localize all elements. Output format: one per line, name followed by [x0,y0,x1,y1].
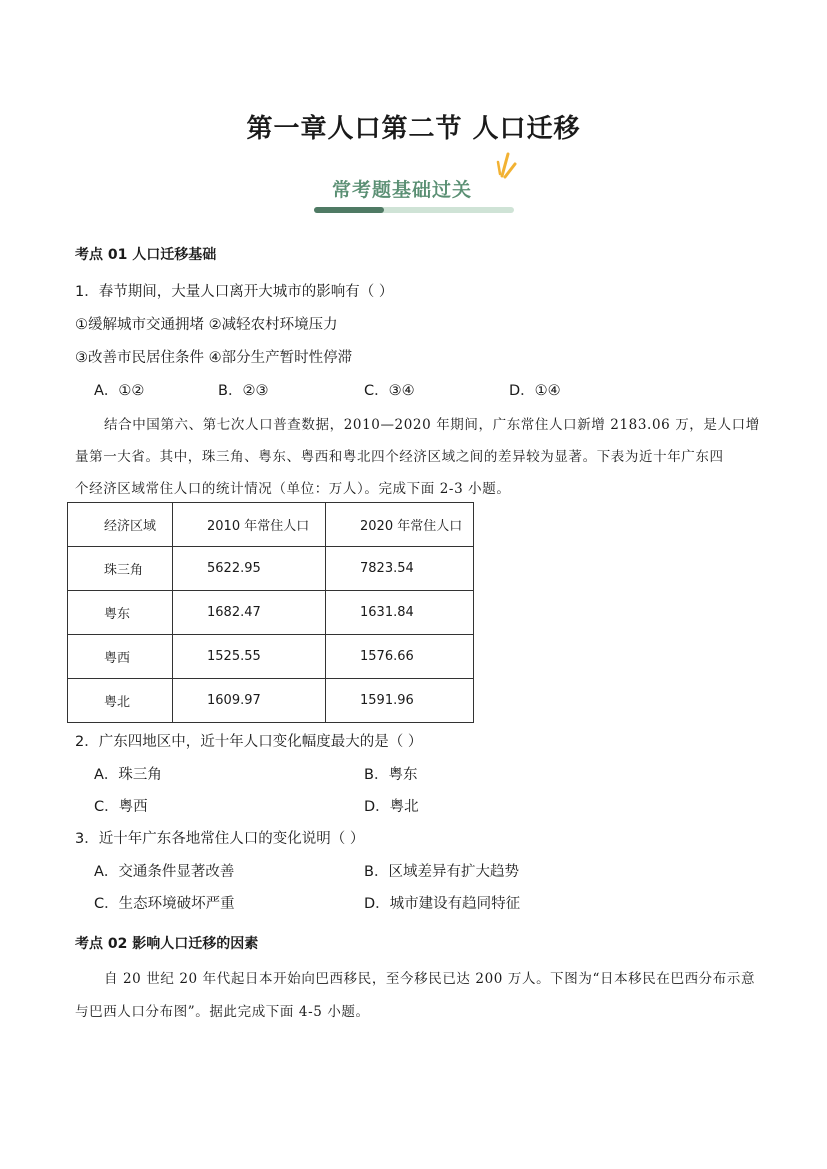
passage-line: 量第一大省。其中，珠三角、粤东、粤西和粤北四个经济区域之间的差异较为显著。下表为近十年广东四 [75,449,724,465]
banner-underline-accent [314,207,384,213]
table-cell: 粤东 [68,591,173,635]
section-heading: 考点 01 人口迁移基础 [75,247,217,263]
question-statement: ③改善市民居住条件 ④部分生产暂时性停滞 [75,350,353,366]
option-a[interactable]: A．珠三角 [94,767,162,783]
table-cell: 5622.95 [173,547,326,591]
passage-line: 自 20 世纪 20 年代起日本开始向巴西移民，至今移民已达 200 万人。下图为“日本移民在巴西分布示意 [104,971,756,987]
table-row [68,635,474,679]
option-c[interactable]: C．生态环境破坏严重 [94,896,235,912]
table-row [68,591,474,635]
passage-line: 结合中国第六、第七次人口普查数据，2010—2020 年期间，广东常住人口新增 2183.06 万，是人口增 [104,417,760,433]
option-d[interactable]: D．粤北 [364,799,419,815]
page-title: 第一章人口第二节 人口迁移 [246,114,581,144]
table-row [68,547,474,591]
table-cell: 1609.97 [173,679,326,723]
table-cell: 1576.66 [326,635,474,679]
banner-label: 常考题基础过关 [332,179,473,201]
option-b[interactable]: B．②③ [218,383,269,399]
sparkle-icon [488,150,518,180]
table-cell: 珠三角 [68,547,173,591]
passage-line: 与巴西人口分布图”。据此完成下面 4-5 小题。 [75,1004,370,1020]
option-b[interactable]: B．粤东 [364,767,418,783]
table-cell: 粤北 [68,679,173,723]
table-header: 2010 年常住人口 [173,503,326,547]
table-cell: 1682.47 [173,591,326,635]
option-b[interactable]: B．区域差异有扩大趋势 [364,864,519,880]
section-heading: 考点 02 影响人口迁移的因素 [75,936,259,952]
table-cell: 7823.54 [326,547,474,591]
option-a[interactable]: A．交通条件显著改善 [94,864,235,880]
table-cell: 1631.84 [326,591,474,635]
population-table [67,502,474,723]
table-cell: 1525.55 [173,635,326,679]
option-c[interactable]: C．③④ [364,383,415,399]
question-stem: 2．广东四地区中，近十年人口变化幅度最大的是（ ） [75,734,423,750]
passage-line: 个经济区域常住人口的统计情况（单位：万人）。完成下面 2-3 小题。 [75,481,511,497]
question-stem: 1．春节期间，大量人口离开大城市的影响有（ ） [75,284,394,300]
option-d[interactable]: D．①④ [509,383,561,399]
question-stem: 3．近十年广东各地常住人口的变化说明（ ） [75,831,365,847]
table-header-row [68,503,474,547]
table-cell: 粤西 [68,635,173,679]
table-header: 经济区域 [68,503,173,547]
option-a[interactable]: A．①② [94,383,145,399]
table-cell: 1591.96 [326,679,474,723]
table-header: 2020 年常住人口 [326,503,474,547]
question-statement: ①缓解城市交通拥堵 ②减轻农村环境压力 [75,317,338,333]
option-d[interactable]: D．城市建设有趋同特征 [364,896,521,912]
option-c[interactable]: C．粤西 [94,799,148,815]
table-row [68,679,474,723]
